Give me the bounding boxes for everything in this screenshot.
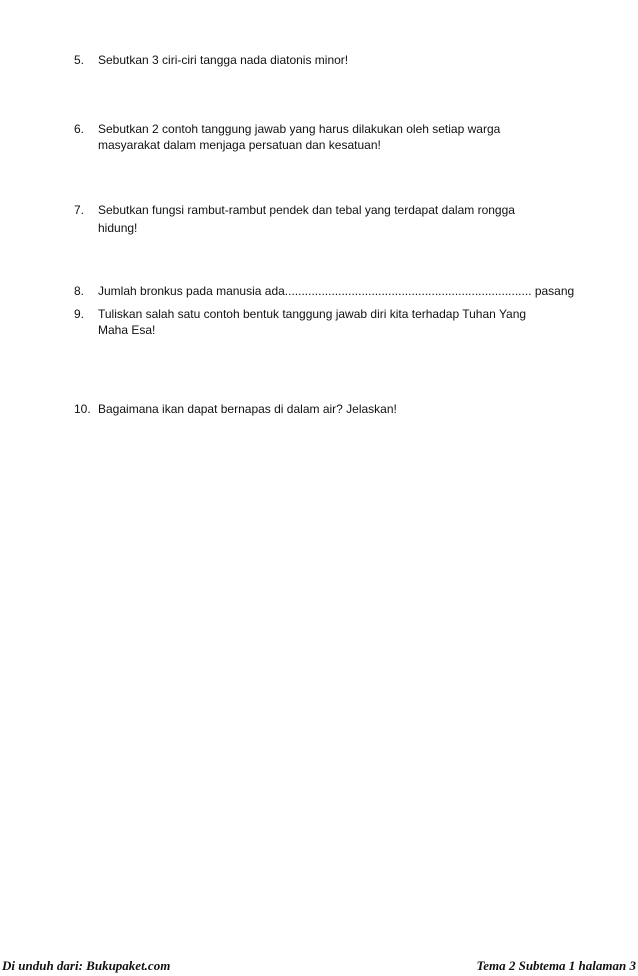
question-number: 9. — [74, 307, 85, 321]
question-number: 5. — [74, 53, 85, 67]
footer-source: Di unduh dari: Bukupaket.com — [2, 958, 171, 973]
question-8 — [74, 283, 574, 299]
question-text: Sebutkan fungsi rambut-rambut pendek dan tebal yang terdapat dalam rongga hidung! — [98, 203, 515, 235]
question-text: Tuliskan salah satu contoh bentuk tanggung jawab diri kita terhadap Tuhan Yang Maha Esa! — [98, 307, 527, 337]
question-5 — [74, 52, 574, 68]
question-number: 8. — [74, 284, 85, 298]
question-7 — [74, 201, 544, 237]
question-number: 7. — [74, 203, 85, 217]
question-text: Sebutkan 2 contoh tanggung jawab yang harus dilakukan oleh setiap warga masyarakat dalam menjaga persatuan dan kesatuan! — [98, 122, 501, 152]
footer-page-info: Tema 2 Subtema 1 halaman 3 — [476, 958, 636, 973]
question-text: Sebutkan 3 ciri-ciri tangga nada diatonis minor! — [98, 53, 349, 67]
question-text: Bagaimana ikan dapat bernapas di dalam air? Jelaskan! — [98, 402, 397, 416]
question-6 — [74, 121, 544, 153]
question-9 — [74, 306, 554, 338]
question-10 — [74, 401, 574, 417]
question-number: 6. — [74, 122, 85, 136]
question-number: 10. — [74, 402, 91, 416]
question-text: Jumlah bronkus pada manusia ada.......................................................................... pasang — [98, 284, 575, 298]
